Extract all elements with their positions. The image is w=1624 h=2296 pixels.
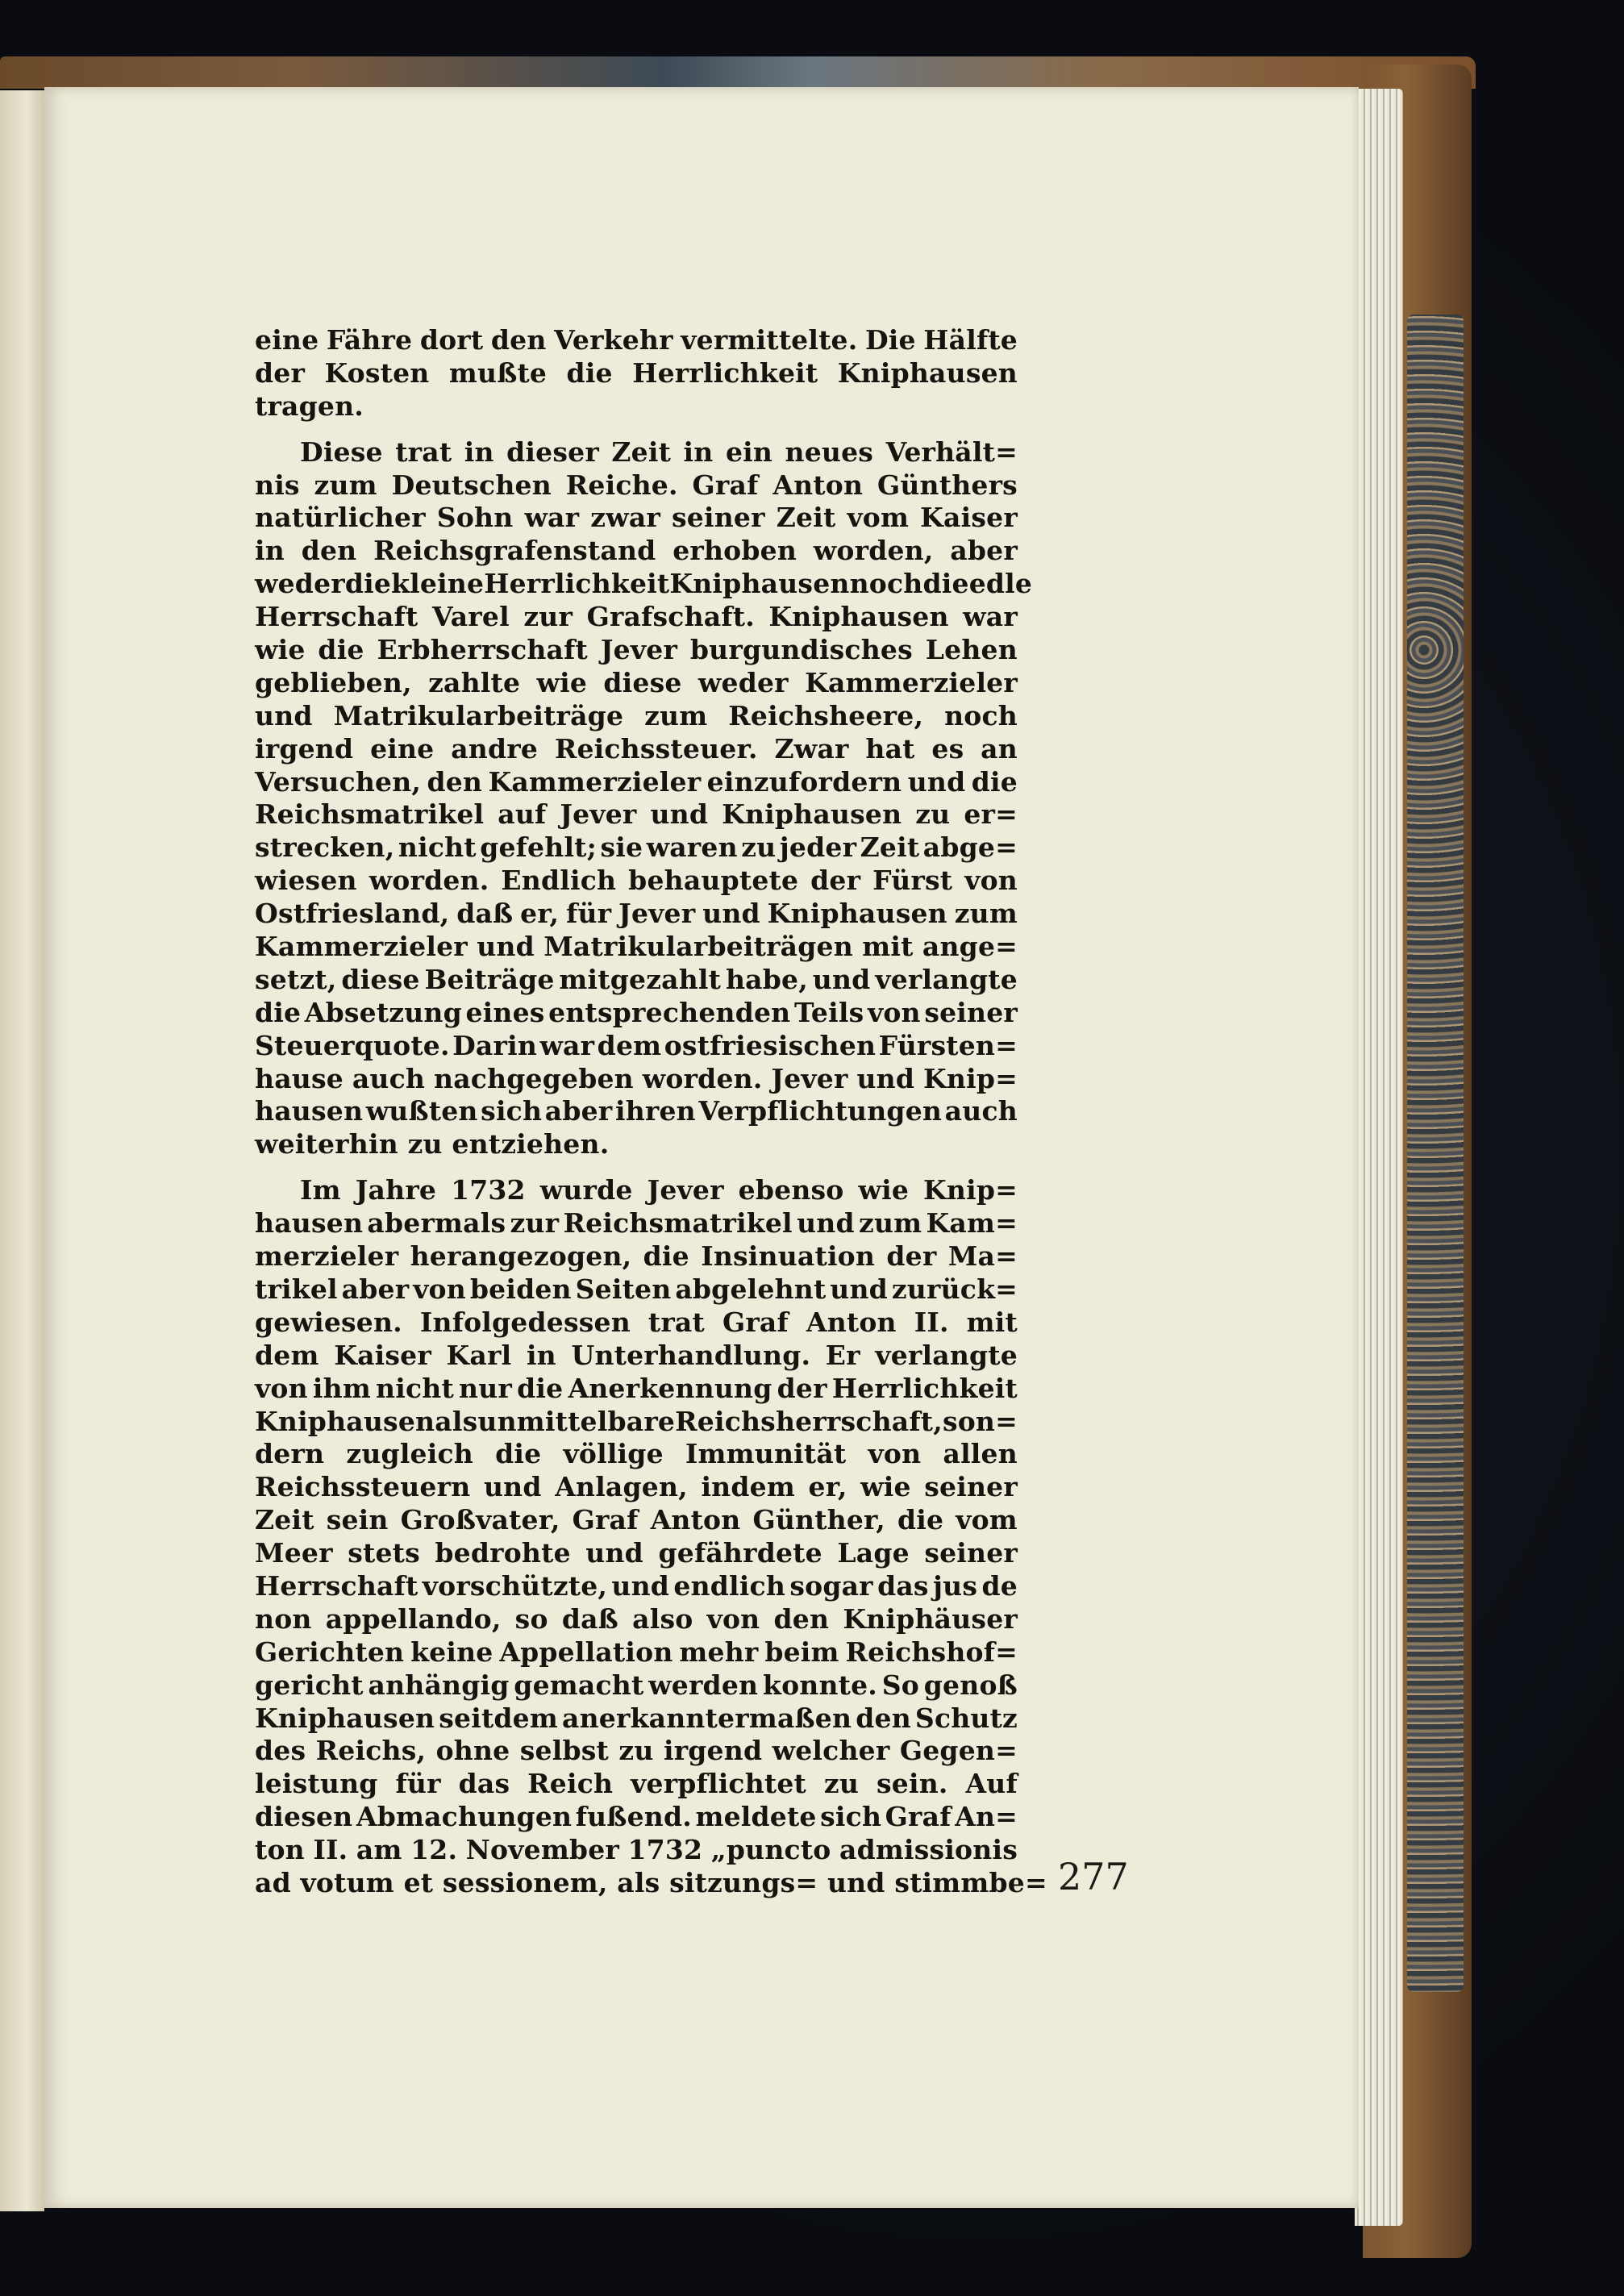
text-line: Reichssteuern und Anlagen, indem er, wie seiner (255, 1471, 1018, 1503)
text-line: Versuchen, den Kammerzieler einzufordern und die (255, 765, 1018, 798)
page-edges (1355, 89, 1403, 2226)
text-line: Ostfriesland, daß er, für Jever und Kniphausen zum (255, 898, 1018, 930)
text-line: wie die Erbherrschaft Jever burgundisches Lehen (255, 634, 1018, 666)
text-line: gewiesen. Infolgedessen trat Graf Anton II. mit (255, 1306, 1018, 1338)
text-line: Herrschaft Varel zur Grafschaft. Kniphausen war (255, 601, 1018, 633)
text-line: dem Kaiser Karl in Unterhandlung. Er verlangte (255, 1339, 1018, 1371)
book-cover-top-edge (0, 56, 1476, 89)
text-line: ad votum et sessionem, als sitzungs= und stimmbe= (255, 1866, 1047, 1898)
text-line: weiterhin zu entziehen. (255, 1128, 610, 1161)
text-line: Gerichten keine Appellation mehr beim Reichshof= (255, 1636, 1018, 1668)
page-text (255, 324, 1047, 1900)
text-line: in den Reichsgrafenstand erhoben worden, aber (255, 535, 1018, 567)
page-number: 277 (1058, 1855, 1129, 1898)
text-line: geblieben, zahlte wie diese weder Kammerzieler (255, 666, 1018, 698)
text-line: Zeit sein Großvater, Graf Anton Günther, die vom (255, 1504, 1018, 1536)
text-line: Im Jahre 1732 wurde Jever ebenso wie Knip= (300, 1174, 1018, 1206)
text-line: Reichsmatrikel auf Jever und Kniphausen zu er= (255, 798, 1018, 831)
text-line: setzt, diese Beiträge mitgezahlt habe, und verlangte (255, 963, 1018, 995)
text-line: non appellando, so daß also von den Kniphäuser (255, 1602, 1018, 1635)
text-line: Kniphausen seitdem anerkanntermaßen den Schutz (255, 1702, 1018, 1734)
text-line: hausen wußten sich aber ihren Verpflichtungen auch (255, 1095, 1018, 1127)
text-line: merzieler herangezogen, die Insinuation der Ma= (255, 1240, 1018, 1273)
text-line: leistung für das Reich verpflichtet zu sein. Auf (255, 1768, 1018, 1800)
text-line: diesen Abmachungen fußend. meldete sich Graf An= (255, 1801, 1018, 1833)
text-line: eine Fähre dort den Verkehr vermittelte. Die Hälfte (255, 324, 1018, 356)
text-line: der Kosten mußte die Herrlichkeit Kniphausen (255, 356, 1018, 389)
text-line: Kammerzieler und Matrikularbeiträgen mit ange= (255, 931, 1018, 963)
text-line: die Absetzung eines entsprechenden Teils von seiner (255, 996, 1018, 1028)
text-line: hause auch nachgegeben worden. Jever und Knip= (255, 1062, 1018, 1094)
text-line: ton II. am 12. November 1732 „puncto admissionis (255, 1834, 1018, 1866)
text-line: Meer stets bedrohte und gefährdete Lage seiner (255, 1537, 1018, 1569)
text-line: tragen. (255, 390, 364, 422)
text-line: irgend eine andre Reichssteuer. Zwar hat es an (255, 732, 1018, 765)
text-line: strecken, nicht gefehlt; sie waren zu jeder Zeit abge= (255, 831, 1018, 864)
text-line: hausen abermals zur Reichsmatrikel und zum Kam= (255, 1207, 1018, 1240)
text-line: Steuerquote. Darin war dem ostfriesischen Fürsten= (255, 1029, 1018, 1061)
text-line: Diese trat in dieser Zeit in ein neues Verhält= (300, 435, 1018, 468)
text-line: weder die kleine Herrlichkeit Kniphausen noch die edle (255, 568, 1033, 600)
text-line: und Matrikularbeiträge zum Reichsheere, noch (255, 699, 1018, 731)
text-line: dern zugleich die völlige Immunität von allen (255, 1438, 1018, 1470)
text-line: gericht anhängig gemacht werden konnte. So genoß (255, 1669, 1018, 1701)
text-line: natürlicher Sohn war zwar seiner Zeit vom Kaiser (255, 502, 1018, 534)
text-line: Herrschaft vorschützte, und endlich sogar das jus de (255, 1569, 1018, 1602)
paragraph (255, 324, 1018, 423)
text-line: Kniphausen als unmittelbare Reichsherrschaft, son= (255, 1405, 1018, 1437)
text-line: nis zum Deutschen Reiche. Graf Anton Günthers (255, 469, 1018, 501)
paragraph (255, 1174, 1047, 1900)
paragraph (255, 435, 1033, 1162)
text-line: trikel aber von beiden Seiten abgelehnt und zurück= (255, 1273, 1018, 1305)
left-page-edge (0, 90, 44, 2211)
marbled-cover-pattern (1407, 315, 1464, 1992)
text-line: von ihm nicht nur die Anerkennung der Herrlichkeit (255, 1372, 1018, 1404)
text-line: wiesen worden. Endlich behauptete der Fürst von (255, 865, 1018, 897)
text-line: des Reichs, ohne selbst zu irgend welcher Gegen= (255, 1735, 1018, 1767)
